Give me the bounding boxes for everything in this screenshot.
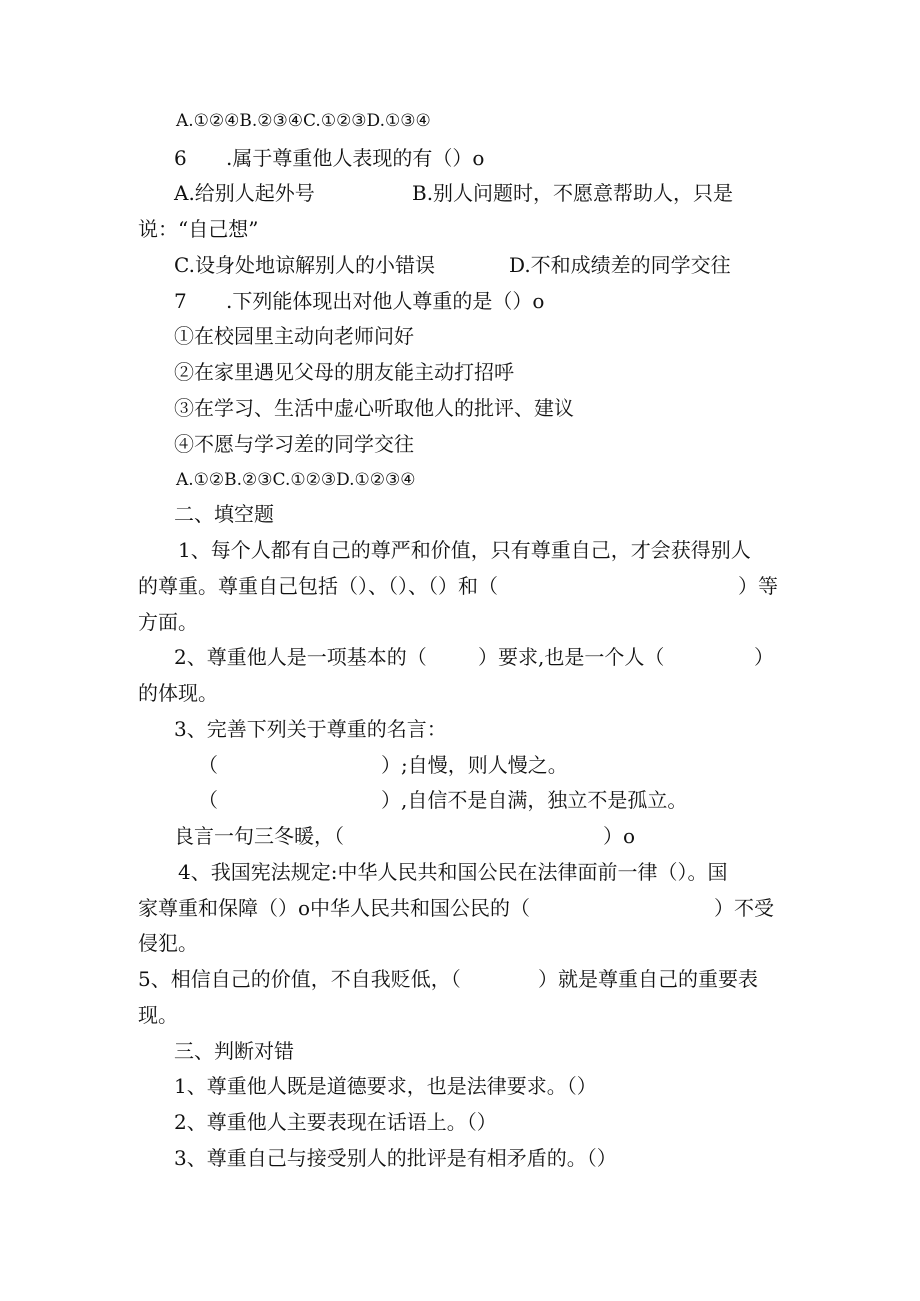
q6-option-b: B.别人问题时，不愿意帮助人，只是	[412, 181, 734, 205]
fill-q3-quote1-open: （	[198, 753, 218, 777]
fill-q5-part1: 5、相信自己的价值，不自我贬低，（	[138, 967, 461, 991]
fill-q2-part2: ）要求,也是一个人（	[478, 645, 665, 669]
q7-options: A.①②B.②③C.①②③D.①②③④	[176, 470, 416, 490]
fill-q5-line2: 现。	[138, 1003, 178, 1027]
fill-q3-quote3: 良言一句三冬暖，（	[174, 824, 344, 848]
fill-q3-quote1: ）;自慢，则人慢之。	[381, 753, 568, 777]
fill-q2-part3: ）	[754, 645, 774, 669]
fill-q4-line2-end: ）不受	[714, 896, 774, 920]
fill-q1-line1: 1、每个人都有自己的尊严和价值，只有尊重自己，才会获得别人	[178, 538, 751, 562]
q7-item-3: ③在学习、生活中虚心听取他人的批评、建议	[174, 396, 574, 420]
q6-stem: .属于尊重他人表现的有（）o	[226, 146, 485, 170]
q6-number: 6	[174, 146, 187, 170]
fill-q1-line2: 的尊重。尊重自己包括（）、（）、（）和（	[138, 574, 498, 598]
q7-stem: .下列能体现出对他人尊重的是（）o	[226, 289, 545, 313]
fill-q4-line3: 侵犯。	[138, 931, 198, 955]
fill-q3-quote3-end: ）o	[603, 824, 636, 848]
fill-q5-part2: ）就是尊重自己的重要表	[538, 967, 758, 991]
fill-q4-line1: 4、我国宪法规定:中华人民共和国公民在法律面前一律（）。国	[178, 860, 728, 884]
fill-q2-line2: 的体现。	[138, 681, 218, 705]
q6-option-a: A.给别人起外号	[174, 181, 315, 205]
judge-item-3: 3、尊重自己与接受别人的批评是有相矛盾的。（）	[174, 1146, 617, 1170]
fill-q1-line2-end: ）等	[738, 574, 778, 598]
q5-options: A.①②④B.②③④C.①②③D.①③④	[176, 111, 431, 131]
q6-option-d: D.不和成绩差的同学交往	[509, 253, 731, 277]
q7-item-4: ④不愿与学习差的同学交往	[174, 432, 414, 456]
fill-q3-title: 3、完善下列关于尊重的名言：	[174, 717, 447, 741]
fill-q2-part1: 2、尊重他人是一项基本的（	[174, 645, 427, 669]
section3-heading: 三、判断对错	[174, 1039, 294, 1063]
fill-q3-quote2-open: （	[198, 788, 218, 812]
q6-option-c: C.设身处地谅解别人的小错误	[174, 253, 435, 277]
q7-number: 7	[174, 289, 187, 313]
fill-q4-line2: 家尊重和保障（）o中华人民共和国公民的（	[138, 896, 531, 920]
fill-q3-quote2: ）,自信不是自满，独立不是孤立。	[381, 788, 688, 812]
judge-item-2: 2、尊重他人主要表现在话语上。（）	[174, 1110, 497, 1134]
fill-q1-line3: 方面。	[138, 610, 198, 634]
judge-item-1: 1、尊重他人既是道德要求，也是法律要求。（）	[174, 1074, 597, 1098]
section2-heading: 二、填空题	[174, 502, 274, 526]
q7-item-2: ②在家里遇见父母的朋友能主动打招呼	[174, 360, 514, 384]
q6-option-b-continued: 说：“自己想”	[138, 217, 259, 241]
q7-item-1: ①在校园里主动向老师问好	[174, 324, 414, 348]
